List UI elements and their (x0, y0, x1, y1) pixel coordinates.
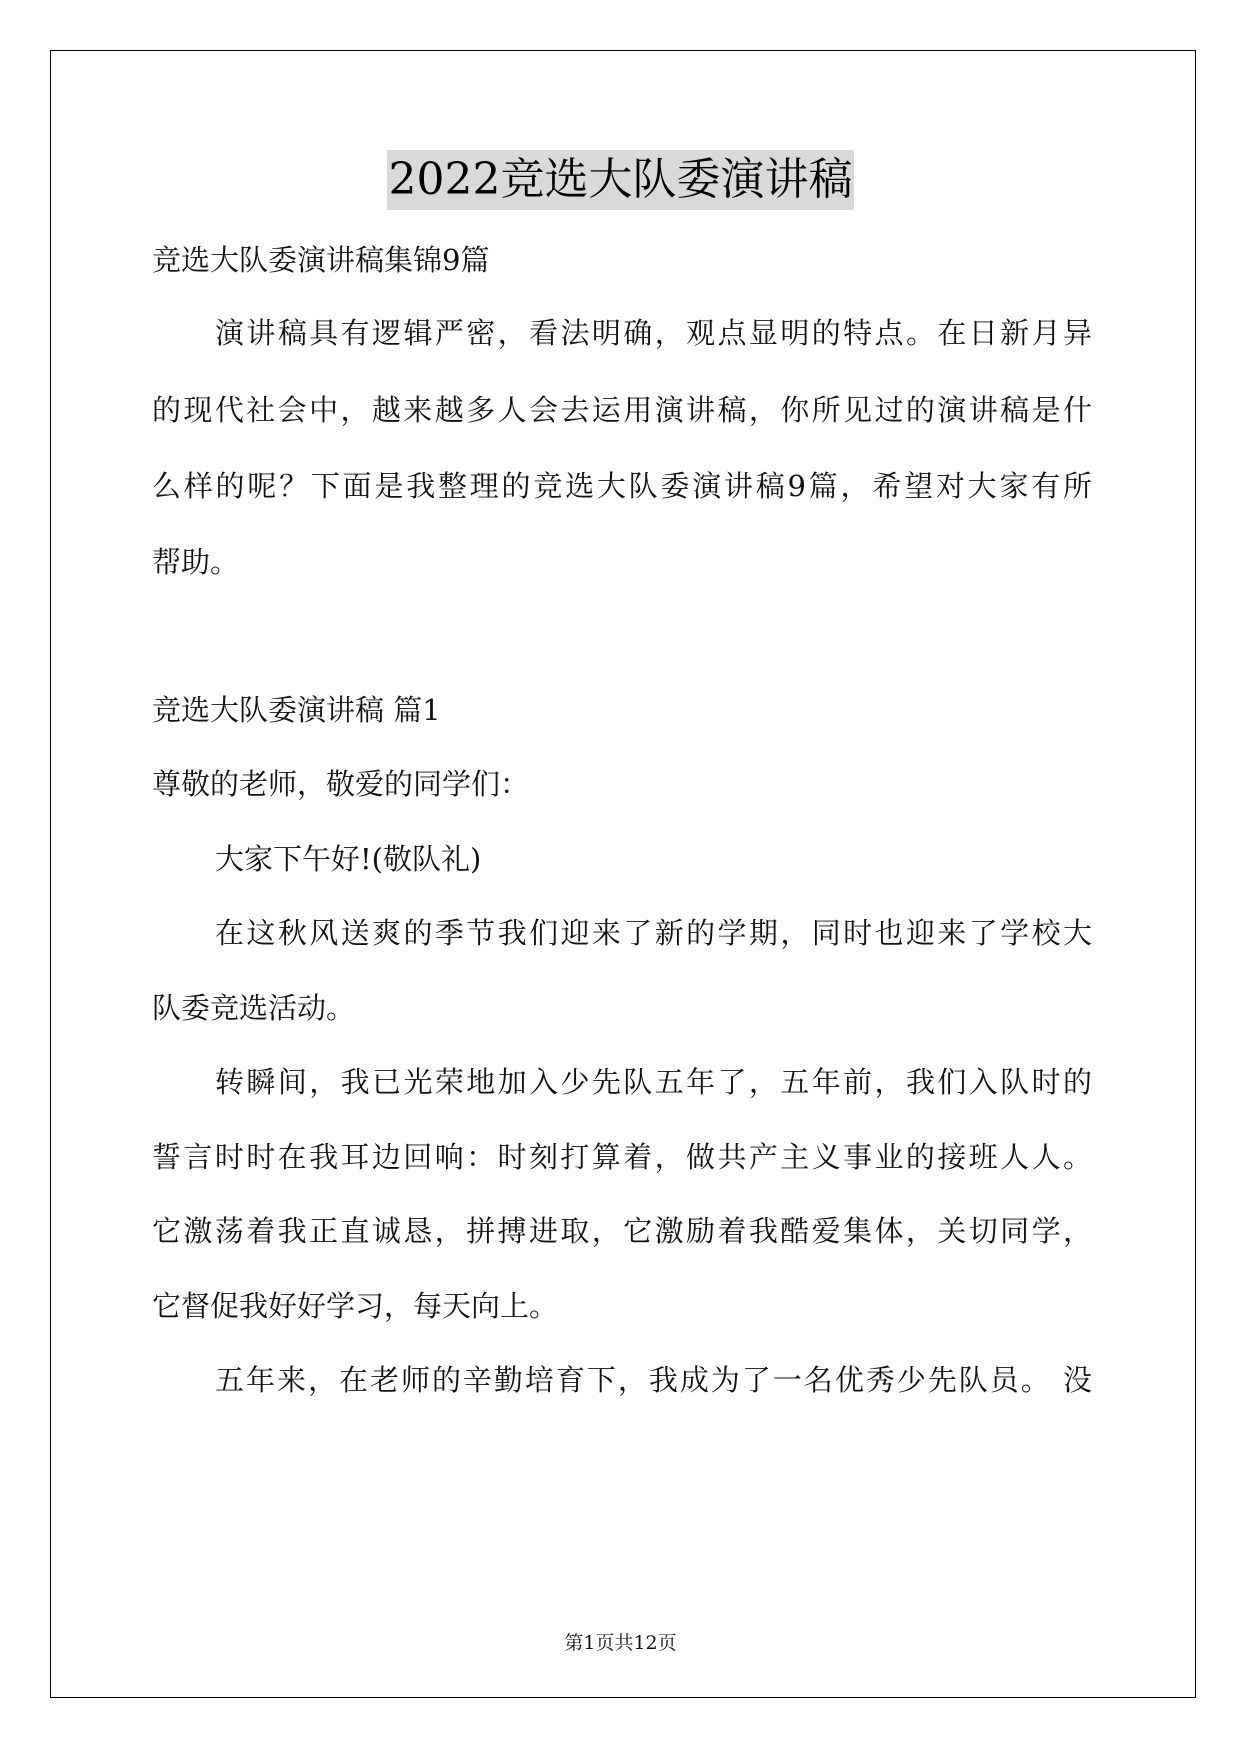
paragraph-line: 誓言时时在我耳边回响：时刻打算着，做共产主义事业的接班人人。 (152, 1140, 1092, 1174)
salutation-line: 尊敬的老师，敬爱的同学们： (152, 767, 530, 801)
paragraph-line: 么样的呢？下面是我整理的竞选大队委演讲稿9篇，希望对大家有所 (152, 469, 1092, 503)
paragraph-line: 转瞬间，我已光荣地加入少先队五年了，五年前，我们入队时的 (215, 1065, 1092, 1099)
section-heading: 竞选大队委演讲稿 篇1 (152, 693, 441, 727)
document-title: 2022竞选大队委演讲稿 (387, 150, 855, 210)
page-footer (0, 1628, 1241, 1655)
paragraph-line: 帮助。 (152, 545, 240, 579)
page-total: 共12页 (614, 1632, 677, 1654)
paragraph-line: 队委竞选活动。 (152, 991, 356, 1025)
paragraph-line: 的现代社会中，越来越多人会去运用演讲稿，你所见过的演讲稿是什 (152, 393, 1092, 427)
paragraph-line: 五年来，在老师的辛勤培育下，我成为了一名优秀少先队员。 没 (215, 1363, 1092, 1397)
title-container (0, 150, 1241, 210)
paragraph-line: 在这秋风送爽的季节我们迎来了新的学期，同时也迎来了学校大 (215, 916, 1092, 950)
paragraph-line: 它督促我好好学习，每天向上。 (152, 1289, 559, 1323)
subtitle-line: 竞选大队委演讲稿集锦9篇 (152, 243, 490, 277)
page-number: 第1页 (564, 1632, 615, 1654)
paragraph-line: 它激荡着我正直诚恳，拼搏进取，它激励着我酷爱集体，关切同学， (152, 1214, 1092, 1248)
paragraph-line: 大家下午好!(敬队礼) (215, 842, 482, 876)
paragraph-line: 演讲稿具有逻辑严密，看法明确，观点显明的特点。在日新月异 (215, 316, 1092, 350)
